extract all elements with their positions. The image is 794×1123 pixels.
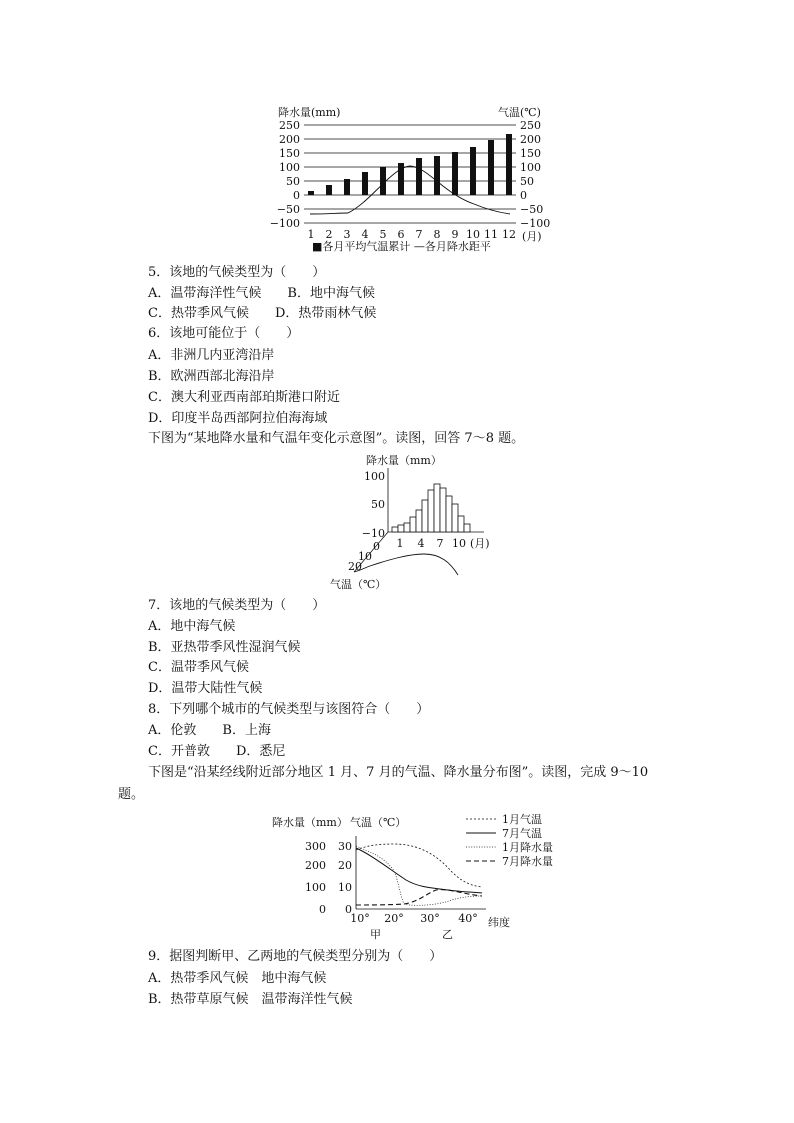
precip-tick: 100	[364, 470, 385, 483]
y-tick: −100	[270, 217, 300, 230]
x-tick: 1	[396, 537, 404, 550]
x-tick: 5	[379, 228, 387, 241]
temp-tick: 10	[338, 881, 352, 894]
bar	[410, 517, 416, 532]
y-tick: 100	[279, 161, 300, 174]
legend-jan-precip: 1月降水量	[502, 841, 553, 854]
bar	[470, 147, 476, 195]
right-axis-label: 气温(℃)	[498, 106, 541, 119]
intro-9-10: 下图是“沿某经线附近部分地区 1 月、7 月的气温、降水量分布图”。读图，完成 9～10	[148, 765, 649, 780]
temp-tick: 10	[358, 550, 372, 563]
y2-tick: 50	[520, 175, 534, 188]
q7-option-b: B．亚热带季风性湿润气候	[148, 640, 301, 655]
jan-temp-curve	[356, 844, 482, 887]
bar	[308, 191, 314, 195]
x-tick: 40°	[458, 912, 478, 925]
bar	[404, 523, 410, 532]
bar	[506, 134, 512, 195]
temp-tick: 30	[338, 840, 352, 853]
precip-tick: 200	[305, 859, 326, 872]
y-tick: −50	[276, 203, 300, 216]
precip-anomaly-line	[310, 166, 510, 214]
x-tick: 8	[433, 228, 441, 241]
temp-tick: 0	[345, 903, 352, 916]
x-tick: 6	[397, 228, 405, 241]
y-tick: 0	[293, 189, 300, 202]
zero-tick: −10	[361, 527, 385, 540]
chart-legend: ■各月平均气温累计 —各月降水距平	[312, 240, 491, 252]
q7-option-c: C．温带季风气候	[148, 660, 249, 675]
x-tick: 10	[452, 537, 466, 550]
x-unit: (月)	[470, 537, 490, 550]
x-tick: 11	[484, 228, 498, 241]
y2-tick: −100	[520, 217, 551, 230]
precip-tick: 100	[305, 881, 326, 894]
bar	[428, 490, 434, 532]
q8-options-cd: C．开普敦 D．悉尼	[148, 744, 286, 759]
question-6: 6．该地可能位于（ ）	[148, 326, 300, 341]
x-unit: 纬度	[488, 916, 510, 929]
y2-tick: 200	[520, 133, 541, 146]
y2-tick: −50	[520, 203, 544, 216]
legend-jul-precip: 7月降水量	[502, 855, 553, 868]
left-axis-label: 降水量(mm)	[278, 106, 341, 119]
temp-axis-label: 气温（℃）	[330, 578, 387, 591]
q9-option-b: B．热带草原气候 温带海洋性气候	[148, 992, 353, 1007]
y-tick: 200	[279, 133, 300, 146]
climate-chart-1	[270, 100, 560, 252]
q9-option-a: A．热带季风气候 地中海气候	[148, 971, 327, 986]
q8-options-ab: A．伦敦 B．上海	[148, 723, 271, 738]
x-tick: 30°	[420, 912, 440, 925]
temp-tick: 20	[338, 859, 352, 872]
precip-tick: 0	[319, 903, 326, 916]
q5-options-ab: A．温带海洋性气候 B．地中海气候	[148, 286, 375, 301]
bar	[344, 179, 350, 195]
x-unit: (月)	[522, 230, 542, 243]
latitude-climate-chart	[270, 808, 570, 942]
bar	[398, 525, 404, 532]
legend-jan-temp: 1月气温	[502, 813, 542, 826]
temp-tick: 20	[348, 560, 362, 573]
bar	[452, 152, 458, 195]
climate-chart-2	[328, 450, 508, 594]
bar	[488, 140, 494, 195]
y-tick: 50	[286, 175, 300, 188]
x-tick: 4	[417, 537, 425, 550]
left-axis-label: 降水量（mm）	[272, 816, 348, 829]
intro-7-8: 下图为“某地降水量和气温年变化示意图”。读图，回答 7～8 题。	[148, 431, 525, 446]
q5-options-cd: C．热带季风气候 D．热带雨林气候	[148, 306, 377, 321]
right-axis-label: 气温（℃）	[350, 816, 407, 829]
bar	[440, 488, 446, 532]
bar	[416, 158, 422, 195]
x-tick: 10	[466, 228, 480, 241]
question-9: 9．据图判断甲、乙两地的气候类型分别为（ ）	[148, 949, 443, 964]
y-tick: 150	[279, 147, 300, 160]
y2-tick: 150	[520, 147, 541, 160]
place-label-a: 甲	[370, 928, 381, 941]
precip-axis-label: 降水量（mm）	[366, 454, 442, 467]
x-tick: 7	[436, 537, 444, 550]
x-tick: 9	[451, 228, 459, 241]
precip-tick: 300	[305, 840, 326, 853]
y2-tick: 100	[520, 161, 541, 174]
y2-tick: 0	[520, 189, 527, 202]
bar	[434, 156, 440, 195]
x-tick: 3	[343, 228, 351, 241]
bar	[458, 516, 464, 532]
q6-option-d: D．印度半岛西部阿拉伯海海域	[148, 411, 328, 426]
place-label-b: 乙	[442, 928, 453, 941]
bar	[422, 500, 428, 532]
bar	[380, 167, 386, 195]
bar	[416, 510, 422, 532]
x-tick: 4	[361, 228, 369, 241]
q6-option-c: C．澳大利亚西南部珀斯港口附近	[148, 390, 340, 405]
x-tick: 7	[415, 228, 423, 241]
bar	[446, 496, 452, 532]
question-7: 7．该地的气候类型为（ ）	[148, 598, 326, 613]
bar	[392, 527, 398, 532]
q6-option-b: B．欧洲西部北海沿岸	[148, 369, 275, 384]
precip-tick: 50	[371, 498, 385, 511]
intro-9-10-cont: 题。	[118, 787, 145, 802]
x-tick: 1	[307, 228, 315, 241]
q7-option-d: D．温带大陆性气候	[148, 681, 263, 696]
jan-precip-curve	[356, 846, 482, 905]
x-tick: 12	[502, 228, 516, 241]
y-tick: 250	[279, 119, 300, 132]
x-tick: 2	[325, 228, 333, 241]
bar	[452, 504, 458, 532]
question-5: 5．该地的气候类型为（ ）	[148, 265, 326, 280]
question-8: 8．下列哪个城市的气候类型与该图符合（ ）	[148, 702, 430, 717]
bar	[362, 172, 368, 195]
x-tick: 10°	[350, 912, 370, 925]
x-tick: 20°	[384, 912, 404, 925]
bar	[434, 484, 440, 532]
y2-tick: 250	[520, 119, 541, 132]
q7-option-a: A．地中海气候	[148, 619, 236, 634]
temp-tick: 0	[373, 540, 380, 553]
bar	[464, 524, 470, 532]
legend-jul-temp: 7月气温	[502, 827, 542, 840]
q6-option-a: A．非洲几内亚湾沿岸	[148, 348, 275, 363]
bar	[326, 185, 332, 195]
